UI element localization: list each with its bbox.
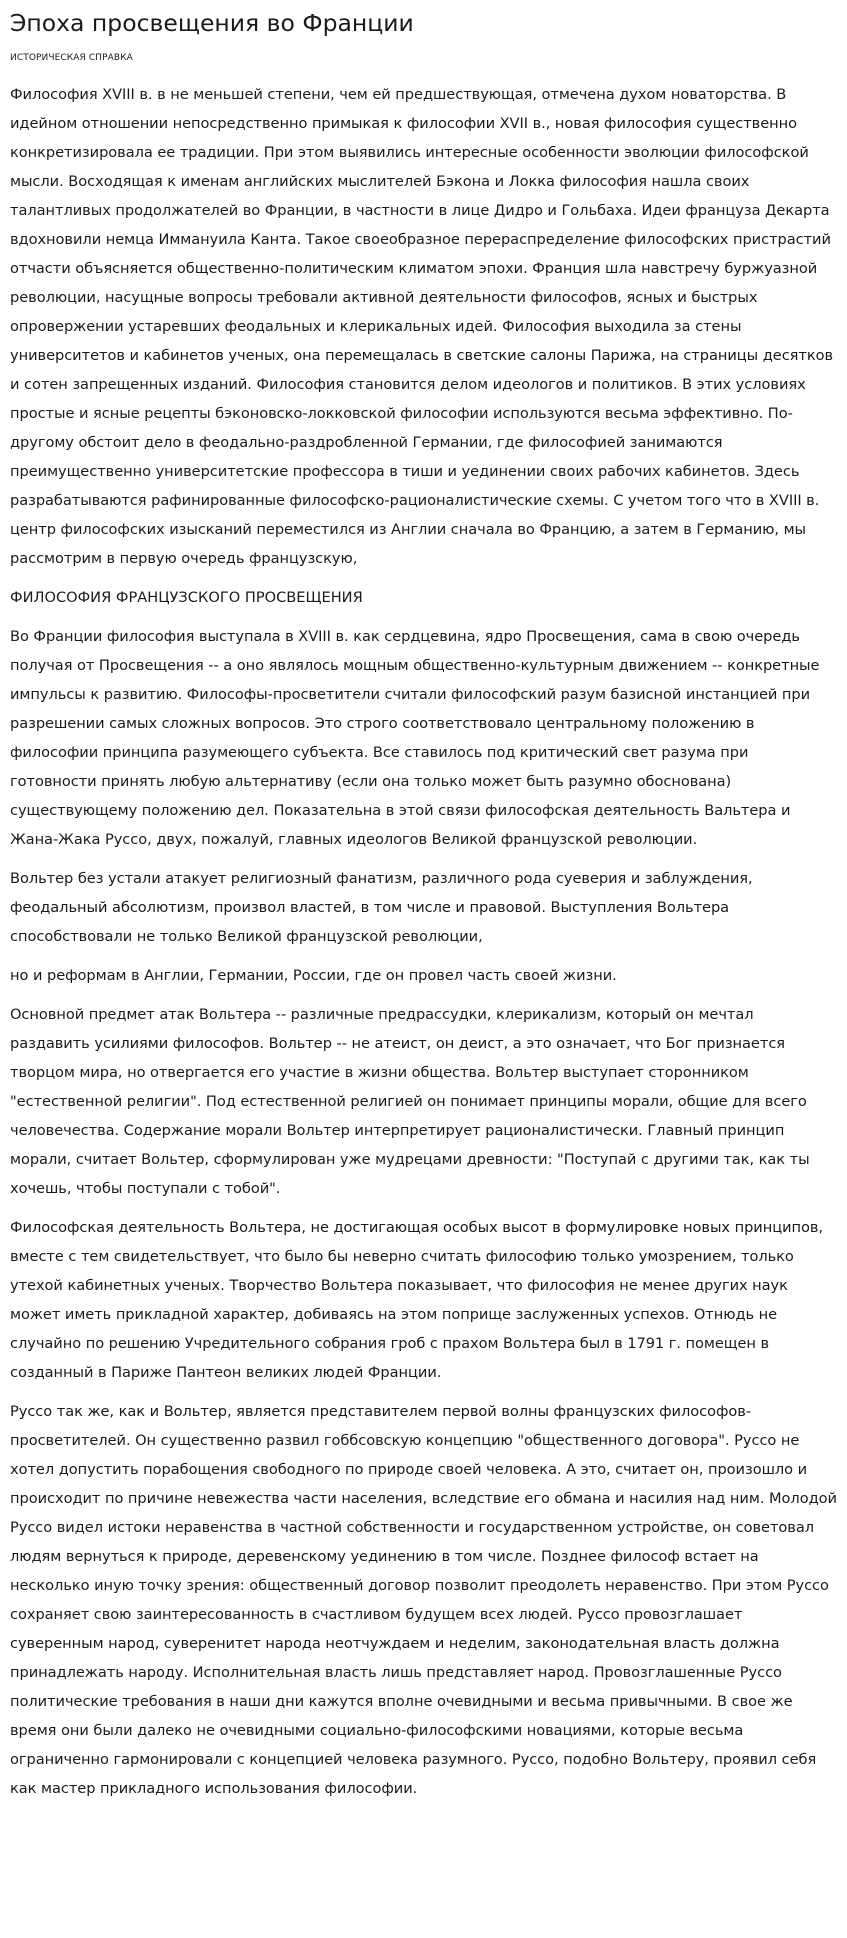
- paragraph-voltaire-attacks: Вольтер без устали атакует религиозный фанатизм, различного рода суеверия и заблуждения, феодальный абсолютизм, произвол властей, в том числе и правовой. Выступления Вольтера способствовали не только Великой французской революции,: [10, 870, 753, 945]
- paragraph-enlightenment: Во Франции философия выступала в XVIII в. как сердцевина, ядро Просвещения, сама в свою очередь получая от Просвещения -- а оно являлось мощным общественно-культурным движением -- конкретные импульсы к развитию. Философы-просветители считали философский разум базисной инстанцией при разрешении самых сложных вопросов. Это строго соответствовало центральному положению в философии принципа разумеющего субъекта. Все ставилось под критический свет разума при готовности принять любую альтернативу (если она только может быть разумно обоснована) существующему положению дел. Показательна в этой связи философская деятельность Вальтера и Жана-Жака Руссо, двух, пожалуй, главных идеологов Великой французской революции.: [10, 628, 820, 848]
- paragraph-voltaire-reforms: но и реформам в Англии, Германии, России, где он провел часть своей жизни.: [10, 967, 617, 984]
- paragraph-rousseau: Руссо так же, как и Вольтер, является представителем первой волны французских философов-просветителей. Он существенно развил гоббсовскую концепцию "общественного договора". Руссо не хотел допустить порабощения свободного по природе своей человека. А это, считает он, произошло и происходит по причине невежества части населения, вследствие его обмана и насилия над ним. Молодой Руссо видел истоки неравенства в частной собственности и государственном устройстве, он советовал людям вернуться к природе, деревенскому уединению в том числе. Позднее философ встает на несколько иную точку зрения: общественный договор позволит преодолеть неравенство. При этом Руссо сохраняет свою заинтересованность в счастливом будущем всех людей. Руссо провозглашает суверенным народ, суверенитет народа неотчуждаем и неделим, законодательная власть должна принадлежать народу. Исполнительная власть лишь представляет народ. Провозглашенные Руссо политические требования в наши дни кажутся вполне очевидными и весьма привычными. В свое же время они были далеко не очевидными социально-философскими новациями, которые весьма ограниченно гармонировали с концепцией человека разумного. Руссо, подобно Вольтеру, проявил себя как мастер прикладного использования философии.: [10, 1403, 837, 1797]
- section-heading: ФИЛОСОФИЯ ФРАНЦУЗСКОГО ПРОСВЕЩЕНИЯ: [10, 589, 363, 606]
- page-title: Эпоха просвещения во Франции: [10, 9, 414, 37]
- page-subtitle: ИСТОРИЧЕСКАЯ СПРАВКА: [10, 53, 133, 63]
- paragraph-voltaire-deism: Основной предмет атак Вольтера -- различные предрассудки, клерикализм, который он мечтал раздавить усилиями философов. Вольтер -- не атеист, он деист, а это означает, что Бог признается творцом мира, но отвергается его участие в жизни общества. Вольтер выступает сторонником "естественной религии". Под естественной религией он понимает принципы морали, общие для всего человечества. Содержание морали Вольтер интерпретирует рационалистически. Главный принцип морали, считает Вольтер, сформулирован уже мудрецами древности: "Поступай с другими так, как ты хочешь, чтобы поступали с тобой".: [10, 1006, 810, 1197]
- paragraph-intro: Философия XVIII в. в не меньшей степени, чем ей предшествующая, отмечена духом новаторства. В идейном отношении непосредственно примыкая к философии XVII в., новая философия существенно конкретизировала ее традиции. При этом выявились интересные особенности эволюции философской мысли. Восходящая к именам английских мыслителей Бэкона и Локка философия нашла своих талантливых продолжателей во Франции, в частности в лице Дидро и Гольбаха. Идеи француза Декарта вдохновили немца Иммануила Канта. Такое своеобразное перераспределение философских пристрастий отчасти объясняется общественно-политическим климатом эпохи. Франция шла навстречу буржуазной революции, насущные вопросы требовали активной деятельности философов, ясных и быстрых опровержении устаревших феодальных и клерикальных идей. Философия выходила за стены университетов и кабинетов ученых, она перемещалась в светские салоны Парижа, на страницы десятков и сотен запрещенных изданий. Философия становится делом идеологов и политиков. В этих условиях простые и ясные рецепты бэконовско-локковской философии используются весьма эффективно. По-другому обстоит дело в феодально-раздробленной Германии, где философией занимаются преимущественно университетские профессора в тиши и уединении своих рабочих кабинетов. Здесь разрабатываются рафинированные философско-рационалистические схемы. С учетом того что в XVIII в. центр философских изысканий переместился из Англии сначала во Францию, а затем в Германию, мы рассмотрим в первую очередь французскую,: [10, 86, 834, 567]
- paragraph-voltaire-legacy: Философская деятельность Вольтера, не достигающая особых высот в формулировке новых принципов, вместе с тем свидетельствует, что было бы неверно считать философию только умозрением, только утехой кабинетных ученых. Творчество Вольтера показывает, что философия не менее других наук может иметь прикладной характер, добиваясь на этом поприще заслуженных успехов. Отнюдь не случайно по решению Учредительного собрания гроб с прахом Вольтера был в 1791 г. помещен в созданный в Париже Пантеон великих людей Франции.: [10, 1219, 824, 1381]
